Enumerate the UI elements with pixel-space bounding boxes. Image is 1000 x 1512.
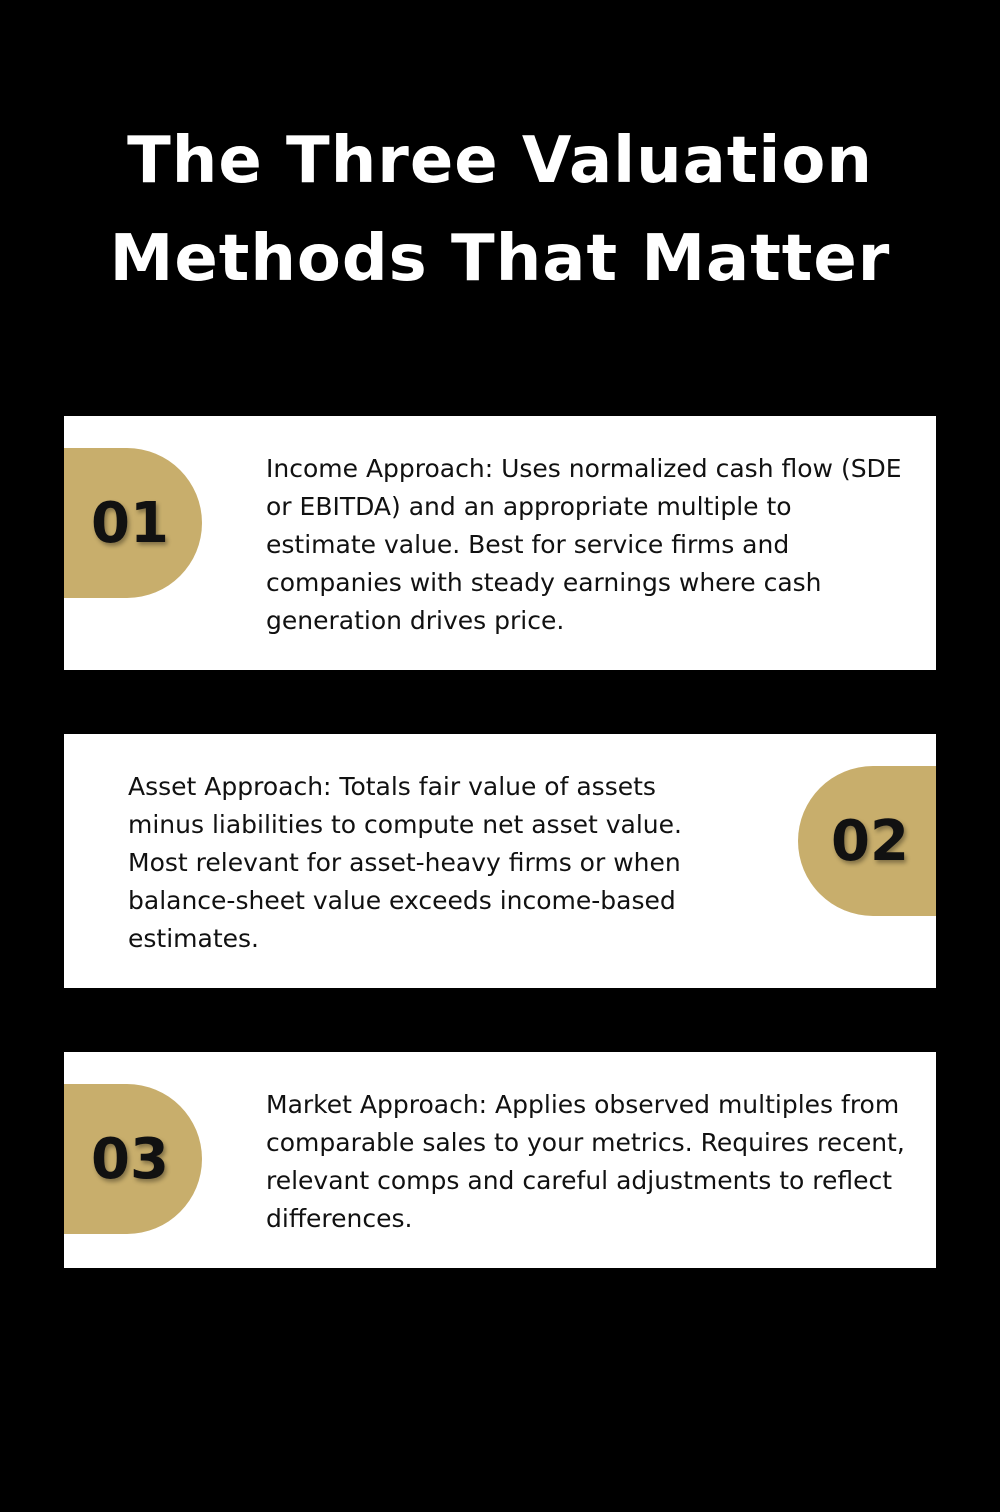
method-number-badge: 03 [64, 1084, 202, 1234]
method-description: Income Approach: Uses normalized cash flow (SDE or EBITDA) and an appropriate multiple to estimate value. Best for service firms and companies with steady earnings where cash generation drives price. [266, 454, 902, 635]
method-number-badge: 02 [798, 766, 936, 916]
method-card-market [64, 1052, 936, 1268]
method-description: Asset Approach: Totals fair value of assets minus liabilities to compute net asset value. Most relevant for asset-heavy firms or when balance-sheet value exceeds income-based estimates. [128, 772, 682, 953]
method-number-badge: 01 [64, 448, 202, 598]
title-line-1: The Three Valuation [127, 124, 873, 198]
title-line-2: Methods That Matter [109, 222, 891, 296]
method-card-asset [64, 734, 936, 988]
method-description: Market Approach: Applies observed multiples from comparable sales to your metrics. Requires recent, relevant comps and careful adjustments to reflect differences. [266, 1090, 905, 1233]
method-card-income [64, 416, 936, 670]
page-title [0, 112, 1000, 308]
